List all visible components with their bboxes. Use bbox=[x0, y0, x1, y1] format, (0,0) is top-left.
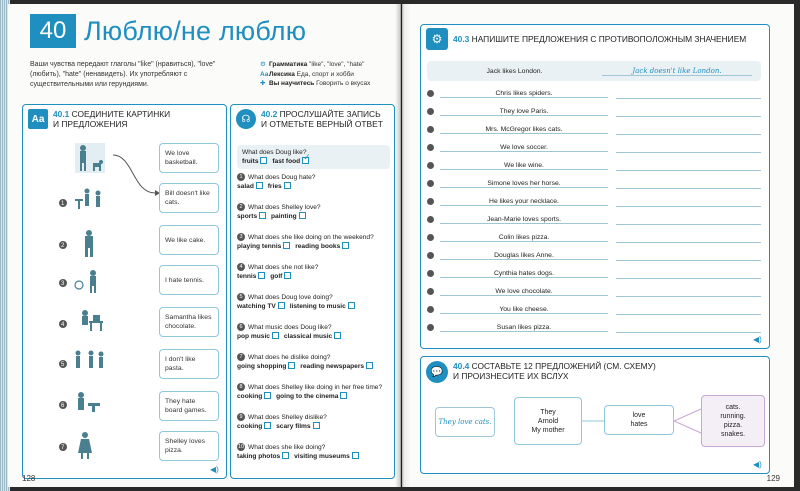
answer-line[interactable] bbox=[616, 214, 761, 225]
checkbox-checked[interactable] bbox=[302, 157, 309, 164]
objects-box: cats. running. pizza. snakes. bbox=[701, 395, 765, 447]
answer-line[interactable] bbox=[616, 106, 761, 117]
question-item: 4 What does she not like? tennis golf bbox=[237, 264, 319, 280]
question-item: 10 What does she like doing? taking photos visiting museums bbox=[237, 443, 392, 461]
sentence-row: We love chocolate. bbox=[427, 285, 761, 298]
vocabulary-badge: Aa bbox=[28, 109, 48, 129]
option-card[interactable]: Samantha likes chocolate. bbox=[159, 307, 219, 337]
option-card[interactable]: I hate tennis. bbox=[159, 265, 219, 295]
sentence-row: You like cheese. bbox=[427, 303, 761, 316]
marker-5: 5 bbox=[61, 362, 65, 368]
figure-two-people bbox=[76, 351, 104, 369]
unit-header bbox=[30, 14, 306, 48]
option-card[interactable]: We love basketball. bbox=[159, 143, 219, 173]
speaker-icon[interactable]: ◀) bbox=[753, 335, 762, 344]
option-card[interactable]: They hate board games. bbox=[159, 391, 219, 421]
answer-line[interactable] bbox=[616, 268, 761, 279]
headphones-icon: ☊ bbox=[236, 109, 256, 129]
unit-number: 40 bbox=[30, 14, 76, 48]
example-row: Jack likes London. Jack doesn't like London. bbox=[427, 61, 761, 81]
example-bubble: They love cats. bbox=[435, 407, 495, 437]
question-item: 6 What music does Doug like? pop music classical music bbox=[237, 323, 392, 341]
checkbox[interactable] bbox=[260, 157, 267, 164]
figure-group-table bbox=[75, 189, 101, 210]
option-card[interactable]: I don't like pasta. bbox=[159, 349, 219, 379]
figure-eating bbox=[78, 392, 100, 412]
page-number-left: 128 bbox=[22, 474, 36, 483]
unit-meta: ⚙ Грамматика "like", "love", "hate" AaЛексика Еда, спорт и хобби ✚ Вы научитесь Говорить о вкусах bbox=[260, 61, 371, 87]
speaker-icon[interactable]: ◀) bbox=[753, 460, 762, 469]
unit-title: Люблю/не люблю bbox=[84, 15, 307, 46]
option-card[interactable]: Bill doesn't like cats. bbox=[159, 183, 219, 213]
left-page bbox=[8, 4, 401, 487]
answer-line[interactable] bbox=[616, 196, 761, 207]
sentence-row: They love Paris. bbox=[427, 105, 761, 118]
marker-4: 4 bbox=[61, 322, 65, 328]
exercise-40-4: 💬 40.4 СОСТАВЬТЕ 12 ПРЕДЛОЖЕНИЙ (СМ. СХЕМУ) И ПРОИЗНЕСИТЕ ИХ ВСЛУХ They love cats. They Arnold My mother love hates cats. running. pizza. snakes. ◀) bbox=[420, 356, 770, 474]
sentence-row: We like wine. bbox=[427, 159, 761, 172]
answer-line[interactable] bbox=[616, 286, 761, 297]
exercise-40-3: ⚙ 40.3 НАПИШИТЕ ПРЕДЛОЖЕНИЯ С ПРОТИВОПОЛОЖНЫМ ЗНАЧЕНИЕМ Jack likes London. Jack doesn't like London. Chris likes spiders. They love Paris. Mrs. McGregor likes cats. We love soccer. We like wine. Simone loves her horse. He likes your necklace. Jean-Marie loves sports. Colin likes pizza. Douglas likes Anne. Cynthia hates dogs. We love chocolate. You like cheese. Susan likes pizza. ◀) bbox=[420, 24, 770, 349]
figure-tennis bbox=[75, 270, 96, 293]
answer-line[interactable] bbox=[616, 232, 761, 243]
figure-desk bbox=[82, 310, 103, 331]
option-card[interactable]: We like cake. bbox=[159, 225, 219, 255]
gear-icon: ⚙ bbox=[426, 28, 448, 50]
example-question: What does Doug like? fruits fast food✓ bbox=[237, 145, 390, 169]
question-item: 8 What does Shelley like doing in her free time? cooking going to the cinema bbox=[237, 384, 383, 400]
verbs-box: love hates bbox=[604, 405, 674, 435]
marker-3: 3 bbox=[61, 281, 65, 287]
question-item: 1 What does Doug hate? salad fries bbox=[237, 174, 316, 190]
marker-1: 1 bbox=[61, 201, 65, 207]
chat-icon: 💬 bbox=[426, 361, 448, 383]
sentence-row: Chris likes spiders. bbox=[427, 87, 761, 100]
answer-line[interactable] bbox=[616, 178, 761, 189]
sentence-row: Simone loves her horse. bbox=[427, 177, 761, 190]
page-number-right: 129 bbox=[766, 474, 780, 483]
question-item: 7 What does he dislike doing? going shopping reading newspapers bbox=[237, 353, 392, 371]
question-item: 9 What does Shelley dislike? cooking scary films bbox=[237, 414, 327, 430]
skill-icon: ✚ bbox=[260, 80, 266, 87]
answer-line[interactable] bbox=[616, 250, 761, 261]
marker-7: 7 bbox=[61, 445, 65, 451]
marker-2: 2 bbox=[61, 243, 65, 249]
right-page bbox=[402, 4, 794, 487]
figure-person bbox=[85, 230, 93, 257]
exercise-40-1: Aa 40.1 СОЕДИНИТЕ КАРТИНКИ И ПРЕДЛОЖЕНИЯ 1 2 3 4 5 6 7 We love basketball. Bill doesn't like cats. We like cake. I hate tennis. Samantha likes chocolate. I don't like pasta. They hate board games. Shelley loves pizza. ◀) bbox=[22, 104, 227, 479]
handwritten-answer: Jack doesn't like London. bbox=[602, 67, 752, 76]
sentence-row: Susan likes pizza. bbox=[427, 321, 761, 334]
grammar-icon: ⚙ bbox=[260, 61, 266, 68]
connector-line bbox=[113, 155, 155, 193]
answer-line[interactable] bbox=[616, 124, 761, 135]
intro-text: Ваши чувства передают глаголы "like" (нравиться), "love" (любить), "hate" (ненавидеть). Их употребляют с существительными или герундиями. bbox=[30, 61, 216, 88]
sentence-row: Mrs. McGregor likes cats. bbox=[427, 123, 761, 136]
subjects-box: They Arnold My mother bbox=[514, 397, 582, 445]
sentence-row: Cynthia hates dogs. bbox=[427, 267, 761, 280]
answer-line[interactable] bbox=[616, 160, 761, 171]
option-card[interactable]: Shelley loves pizza. bbox=[159, 431, 219, 461]
sentence-row: Douglas likes Anne. bbox=[427, 249, 761, 262]
sentence-row: Colin likes pizza. bbox=[427, 231, 761, 244]
answer-line[interactable] bbox=[616, 88, 761, 99]
answer-line[interactable] bbox=[616, 142, 761, 153]
question-item: 5 What does Doug love doing? watching TV listening to music bbox=[237, 293, 392, 311]
exercise-40-2: ☊ 40.2 ПРОСЛУШАЙТЕ ЗАПИСЬ И ОТМЕТЬТЕ ВЕРНЫЙ ОТВЕТ What does Doug like? fruits fast food✓ 1 What does Doug hate? salad fries 2 What does Shelley love? sports painting 3 What does she like doing on the weekend? playing tennis reading books 4 What does she not like? tennis golf 5 What does Doug love doing? watching TV listening to music 6 What music does Doug like? pop music classical music 7 What does he dislike doing? going shopping reading newspapers 8 What does Shelley like doing in her free time? cooking going to the cinema 9 What does Shelley dislike? cooking scary films 10 What does she like doing? taking photos visiting museums bbox=[230, 104, 395, 479]
vocabulary-icon: Aa bbox=[260, 70, 269, 78]
marker-6: 6 bbox=[61, 403, 65, 409]
question-item: 2 What does Shelley love? sports painting bbox=[237, 204, 321, 220]
figure-woman bbox=[78, 432, 92, 459]
answer-line[interactable] bbox=[616, 322, 761, 333]
sentence-row: Jean-Marie loves sports. bbox=[427, 213, 761, 226]
answer-line[interactable] bbox=[616, 304, 761, 315]
sentence-row: He likes your necklace. bbox=[427, 195, 761, 208]
sentence-row: We love soccer. bbox=[427, 141, 761, 154]
question-item: 3 What does she like doing on the weekend? playing tennis reading books bbox=[237, 234, 374, 250]
speaker-icon[interactable]: ◀) bbox=[210, 465, 219, 474]
